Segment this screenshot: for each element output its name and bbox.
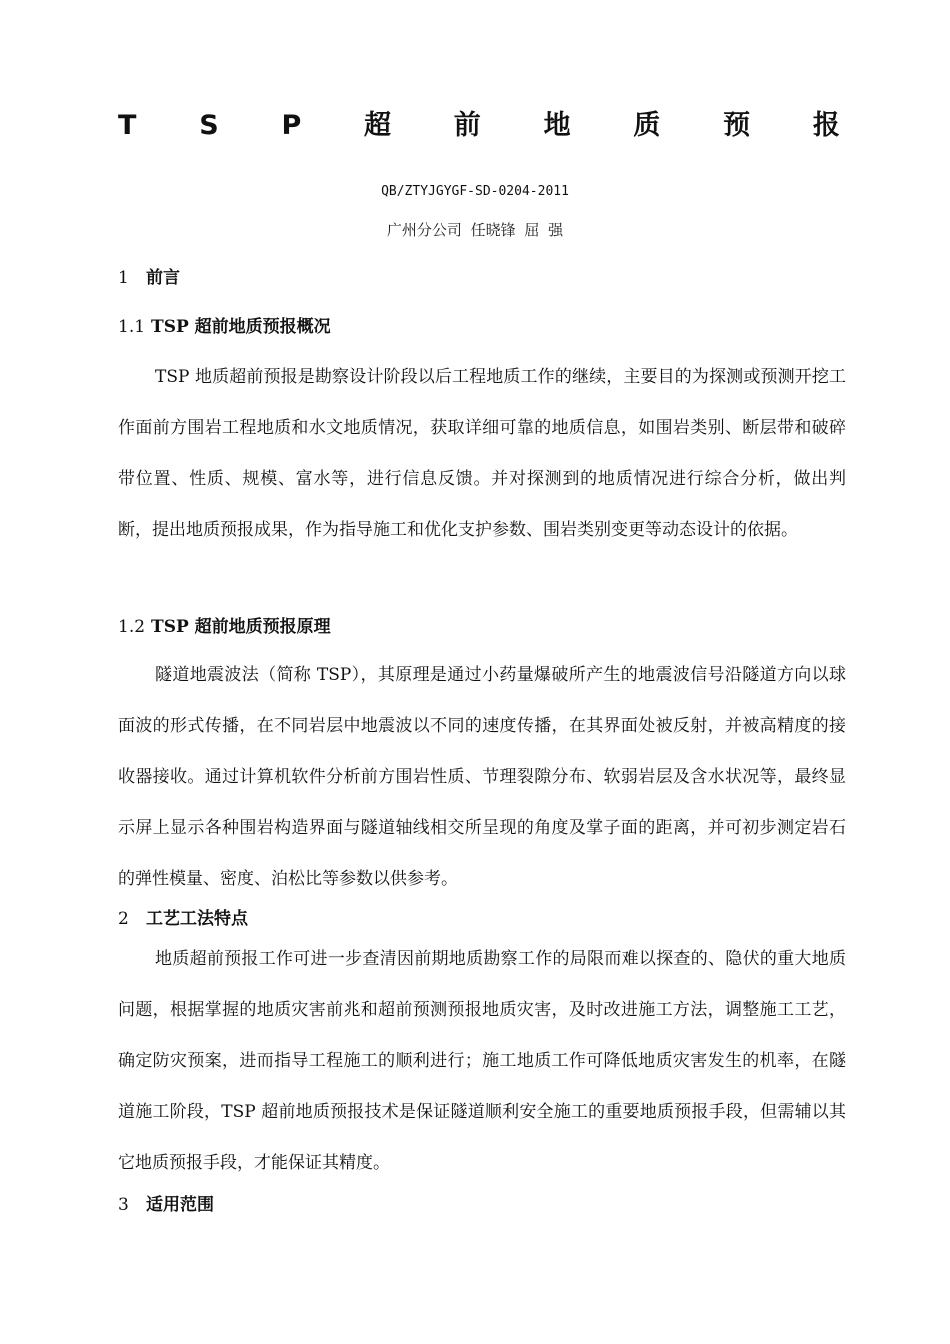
document-title [118,108,840,144]
paragraph-2: 地质超前预报工作可进一步查清因前期地质勘察工作的局限而难以探查的、隐伏的重大地质问题，根据掌握的地质灾害前兆和超前预测预报地质灾害，及时改进施工方法，调整施工工艺，确定防灾预案，进而指导工程施工的顺利进行；施工地质工作可降低地质灾害发生的机率，在隧道施工阶段，TSP 超前地质预报技术是保证隧道顺利安全施工的重要地质预报手段，但需辅以其它地质预报手段，才能保证其精度。 [118,949,846,1173]
document-authors: 广州分公司 任晓锋 屈 强 [386,221,564,239]
section-heading-1 [118,265,180,291]
title-char: 报 [812,110,840,141]
section-heading-3 [118,1192,214,1218]
section-title: 工艺工法特点 [146,909,248,929]
section-number: 1.1 [118,317,146,337]
title-char: 质 [633,110,661,141]
title-char: T [118,110,137,141]
section-number: 1 [118,268,129,288]
document-code: QB/ZTYJGYGF-SD-0204-2011 [381,184,569,199]
section-number: 2 [118,909,129,929]
title-char: 前 [453,110,481,141]
section-heading-1-2 [118,614,331,640]
section-title: TSP 超前地质预报概况 [151,317,331,337]
section-title: 适用范围 [146,1195,214,1215]
section-title: TSP 超前地质预报原理 [151,617,331,637]
title-char: 预 [723,110,751,141]
section-heading-1-1 [118,314,331,340]
paragraph-1-2: 隧道地震波法（简称 TSP），其原理是通过小药量爆破所产生的地震波信号沿隧道方向以球面波的形式传播，在不同岩层中地震波以不同的速度传播，在其界面处被反射，并被高精度的接收器接收。通过计算机软件分析前方围岩性质、节理裂隙分布、软弱岩层及含水状况等，最终显示屏上显示各种围岩构造界面与隧道轴线相交所呈现的角度及掌子面的距离，并可初步测定岩石的弹性模量、密度、泊松比等参数以供参考。 [118,665,846,889]
title-char: 地 [543,110,571,141]
title-char: 超 [364,110,392,141]
title-char: S [199,110,219,141]
section-title: 前言 [146,268,180,288]
section-number: 1.2 [118,617,146,637]
section-heading-2 [118,906,248,932]
paragraph-1-1: TSP 地质超前预报是勘察设计阶段以后工程地质工作的继续，主要目的为探测或预测开挖工作面前方围岩工程地质和水文地质情况，获取详细可靠的地质信息，如围岩类别、断层带和破碎带位置、性质、规模、富水等，进行信息反馈。并对探测到的地质情况进行综合分析，做出判断，提出地质预报成果，作为指导施工和优化支护参数、围岩类别变更等动态设计的依据。 [118,367,846,540]
title-char: P [281,110,302,141]
section-number: 3 [118,1195,129,1215]
